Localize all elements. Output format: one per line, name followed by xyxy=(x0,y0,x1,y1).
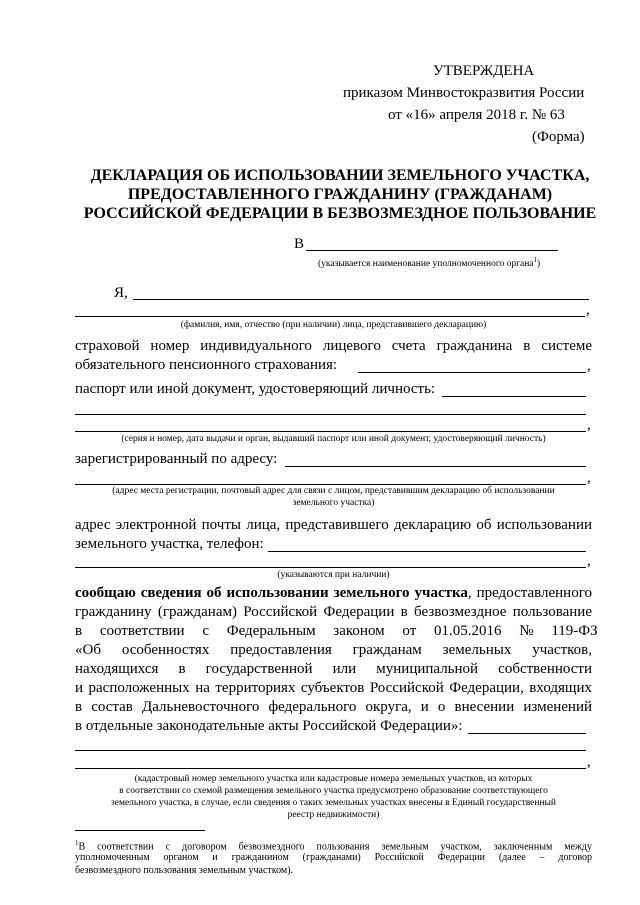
passport-comma: , xyxy=(587,417,591,433)
statement-line2: гражданину (гражданам) Российской Федерации в безвозмездное пользование xyxy=(75,604,592,620)
addressee-prefix: В xyxy=(294,236,305,252)
footnote-separator xyxy=(75,830,205,831)
address-field-line2[interactable] xyxy=(75,484,586,485)
address-comma: , xyxy=(587,470,591,486)
cadastral-caption-line4: реестр недвижимости) xyxy=(287,810,380,820)
email-caption: (указываются при наличии) xyxy=(277,570,390,580)
applicant-comma: , xyxy=(586,302,590,318)
passport-label: паспорт или иной документ, удостоверяющий личность: xyxy=(75,381,436,397)
statement-line8: в отдельные законодательные акты Российской Федерации»: xyxy=(75,718,463,734)
applicant-prefix: Я, xyxy=(114,285,128,301)
email-label-line1: адрес электронной почты лица, представившего декларацию об использовании xyxy=(75,517,592,533)
snils-label-line1: страховой номер индивидуального лицевого счета гражданина в системе xyxy=(75,338,592,354)
statement-line7: в состав Дальневосточного федерального округа, и о внесении изменений xyxy=(75,699,592,715)
email-comma: , xyxy=(587,553,591,569)
address-field-line1[interactable] xyxy=(285,466,586,467)
passport-field-line2[interactable] xyxy=(75,414,586,415)
passport-field-line1[interactable] xyxy=(442,396,586,397)
footnote-line2: уполномоченным органом и гражданином (гражданами) Российской Федерации (далее – договор xyxy=(75,852,592,863)
applicant-caption: (фамилия, имя, отчество (при наличии) лица, представившего декларацию) xyxy=(180,320,487,330)
footnote-line3: безвозмездного пользования земельным участком). xyxy=(75,865,294,876)
cadastral-field-line3[interactable] xyxy=(75,768,586,769)
address-caption-line2: земельного участка) xyxy=(292,498,375,508)
declaration-title-line2: ПРЕДОСТАВЛЕННОГО ГРАЖДАНИНУ (ГРАЖДАНАМ) xyxy=(127,186,553,203)
email-label-line2: земельного участка, телефон: xyxy=(75,536,264,552)
declaration-title-line1: ДЕКЛАРАЦИЯ ОБ ИСПОЛЬЗОВАНИИ ЗЕМЕЛЬНОГО УЧАСТКА, xyxy=(90,167,590,184)
cadastral-field-line1[interactable] xyxy=(468,733,586,734)
passport-field-line3[interactable] xyxy=(75,431,586,432)
applicant-name-field-line1[interactable] xyxy=(133,299,589,300)
statement-line3: в соответствии с Федеральным законом от 01.05.2016 № 119-ФЗ xyxy=(75,623,598,639)
cadastral-field-line2[interactable] xyxy=(75,750,586,751)
declaration-title-line3: РОССИЙСКОЙ ФЕДЕРАЦИИ В БЕЗВОЗМЕЗДНОЕ ПОЛЬЗОВАНИЕ xyxy=(83,205,597,222)
address-label: зарегистрированный по адресу: xyxy=(75,451,278,467)
statement-comma: , xyxy=(587,754,591,770)
approval-order: приказом Минвостокразвития России xyxy=(343,85,585,101)
applicant-name-field-line2[interactable] xyxy=(75,316,585,317)
addressee-caption: (указывается наименование уполномоченного органа$^1$) xyxy=(318,256,541,270)
statement-line4: «Об особенностях предоставления гражданам земельных участков, xyxy=(75,642,592,658)
snils-field[interactable] xyxy=(358,372,586,373)
email-phone-field-line2[interactable] xyxy=(75,567,586,568)
form-label: (Форма) xyxy=(532,129,585,145)
passport-caption: (серия и номер, дата выдачи и орган, выдавший паспорт или иной документ, удостоверяющий личность) xyxy=(121,434,546,444)
approval-stamp-title: УТВЕРЖДЕНА xyxy=(433,63,535,79)
addressee-field[interactable] xyxy=(306,250,558,251)
cadastral-caption-line3: земельного участка, в случае, если сведения о таких земельных участках внесены в Единый государственный xyxy=(110,798,557,808)
statement-line6: и расположенных на территориях субъектов Российской Федерации, входящих xyxy=(75,680,592,696)
statement-line5: находящихся в государственной или муниципальной собственности xyxy=(75,661,592,677)
cadastral-caption-line1: (кадастровый номер земельного участка или кадастровые номера земельных участков, из которых xyxy=(134,774,533,784)
snils-label-line2: обязательного пенсионного страхования: xyxy=(75,357,338,373)
cadastral-caption-line2: в соответствии со схемой размещения земельного участка предусмотрено образование соответствующего xyxy=(119,786,548,796)
statement-line1: сообщаю сведения об использовании земельного участка, предоставленного xyxy=(75,585,592,601)
email-phone-field-line1[interactable] xyxy=(268,551,586,552)
footnote-line1: $^1$В соответствии с договором безвозмездного пользования земельным участком, заключенным между xyxy=(75,839,592,853)
address-caption-line1: (адрес места регистрации, почтовый адрес для связи с лицом, представившим декларацию об использовании xyxy=(112,486,555,496)
snils-comma: , xyxy=(587,358,591,374)
approval-date: от «16» апреля 2018 г. № 63 xyxy=(388,107,565,123)
